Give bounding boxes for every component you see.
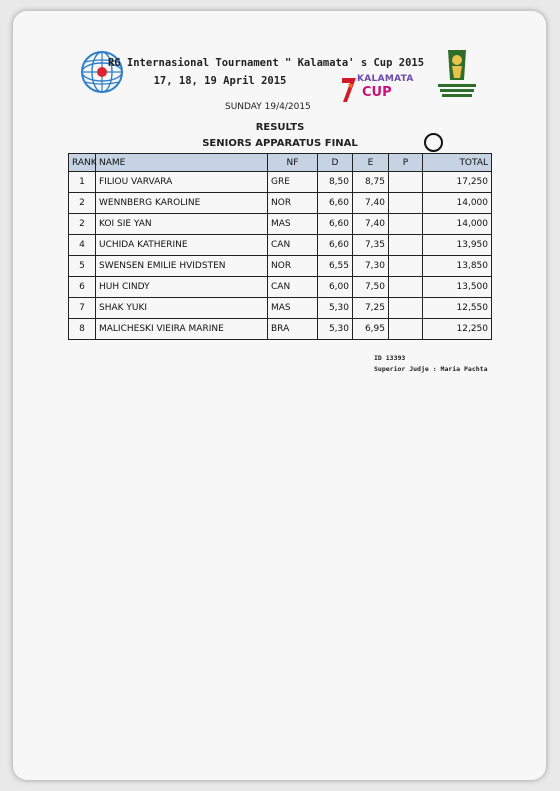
cell-d: 6,00 xyxy=(318,277,353,298)
cell-p xyxy=(389,172,423,193)
cell-name: MALICHESKI VIEIRA MARINE xyxy=(96,319,268,340)
cell-total: 17,250 xyxy=(423,172,492,193)
col-e: E xyxy=(353,154,389,172)
cell-d: 8,50 xyxy=(318,172,353,193)
cell-name: KOI SIE YAN xyxy=(96,214,268,235)
table-row xyxy=(69,256,492,277)
table-row xyxy=(69,235,492,256)
final-subtitle: SENIORS APPARATUS FINAL xyxy=(202,138,358,149)
cell-total: 13,500 xyxy=(423,277,492,298)
cell-p xyxy=(389,256,423,277)
cell-p xyxy=(389,277,423,298)
cell-rank: 5 xyxy=(69,256,96,277)
cell-total: 12,250 xyxy=(423,319,492,340)
table-row xyxy=(69,319,492,340)
cell-rank: 8 xyxy=(69,319,96,340)
cell-name: UCHIDA KATHERINE xyxy=(96,235,268,256)
table-header-row xyxy=(69,154,492,172)
col-rank: RANK xyxy=(69,154,96,172)
cell-nf: NOR xyxy=(268,256,318,277)
cell-e: 7,40 xyxy=(353,193,389,214)
cell-nf: GRE xyxy=(268,172,318,193)
col-name: NAME xyxy=(96,154,268,172)
cell-rank: 1 xyxy=(69,172,96,193)
col-total: TOTAL xyxy=(423,154,492,172)
table-row xyxy=(69,193,492,214)
cell-total: 12,550 xyxy=(423,298,492,319)
cell-p xyxy=(389,214,423,235)
col-nf: NF xyxy=(268,154,318,172)
cell-name: SWENSEN EMILIE HVIDSTEN xyxy=(96,256,268,277)
competition-day: SUNDAY 19/4/2015 xyxy=(225,102,311,112)
cell-e: 7,50 xyxy=(353,277,389,298)
hoop-icon xyxy=(424,133,443,152)
cell-name: WENNBERG KAROLINE xyxy=(96,193,268,214)
cell-nf: BRA xyxy=(268,319,318,340)
cell-nf: MAS xyxy=(268,214,318,235)
cell-rank: 2 xyxy=(69,214,96,235)
cell-rank: 2 xyxy=(69,193,96,214)
cell-total: 13,850 xyxy=(423,256,492,277)
cell-p xyxy=(389,193,423,214)
cell-e: 8,75 xyxy=(353,172,389,193)
table-row xyxy=(69,172,492,193)
cell-nf: CAN xyxy=(268,277,318,298)
results-table xyxy=(68,153,492,340)
cell-p xyxy=(389,235,423,256)
table-row xyxy=(69,214,492,235)
cell-d: 6,55 xyxy=(318,256,353,277)
cell-e: 7,25 xyxy=(353,298,389,319)
cell-e: 7,40 xyxy=(353,214,389,235)
cell-name: HUH CINDY xyxy=(96,277,268,298)
tournament-dates: 17, 18, 19 April 2015 xyxy=(153,75,287,87)
cell-d: 6,60 xyxy=(318,214,353,235)
cell-e: 6,95 xyxy=(353,319,389,340)
cell-total: 14,000 xyxy=(423,214,492,235)
cell-name: FILIOU VARVARA xyxy=(96,172,268,193)
cell-rank: 6 xyxy=(69,277,96,298)
hellenic-federation-logo xyxy=(436,46,478,102)
cell-total: 14,000 xyxy=(423,193,492,214)
cell-e: 7,30 xyxy=(353,256,389,277)
cell-nf: MAS xyxy=(268,298,318,319)
tournament-title: RG Internasional Tournament " Kalamata' s Cup 2015 xyxy=(107,57,425,69)
cell-d: 5,30 xyxy=(318,319,353,340)
cell-p xyxy=(389,319,423,340)
table-row xyxy=(69,277,492,298)
cell-p xyxy=(389,298,423,319)
cell-rank: 4 xyxy=(69,235,96,256)
cell-e: 7,35 xyxy=(353,235,389,256)
cell-total: 13,950 xyxy=(423,235,492,256)
results-heading: RESULTS xyxy=(255,122,305,133)
cell-rank: 7 xyxy=(69,298,96,319)
col-p: P xyxy=(389,154,423,172)
cell-name: SHAK YUKI xyxy=(96,298,268,319)
cell-d: 5,30 xyxy=(318,298,353,319)
cell-nf: CAN xyxy=(268,235,318,256)
event-id: ID 13393 xyxy=(374,354,406,362)
kalamata-cup-logo xyxy=(340,74,414,104)
cell-d: 6,60 xyxy=(318,193,353,214)
cell-d: 6,60 xyxy=(318,235,353,256)
cell-nf: NOR xyxy=(268,193,318,214)
kalamata-logo-top: KALAMATA xyxy=(357,74,414,84)
superior-judge: Superior Judje : Maria Pachta xyxy=(374,365,488,373)
col-d: D xyxy=(318,154,353,172)
table-row xyxy=(69,298,492,319)
kalamata-logo-bottom: CUP xyxy=(362,85,392,100)
